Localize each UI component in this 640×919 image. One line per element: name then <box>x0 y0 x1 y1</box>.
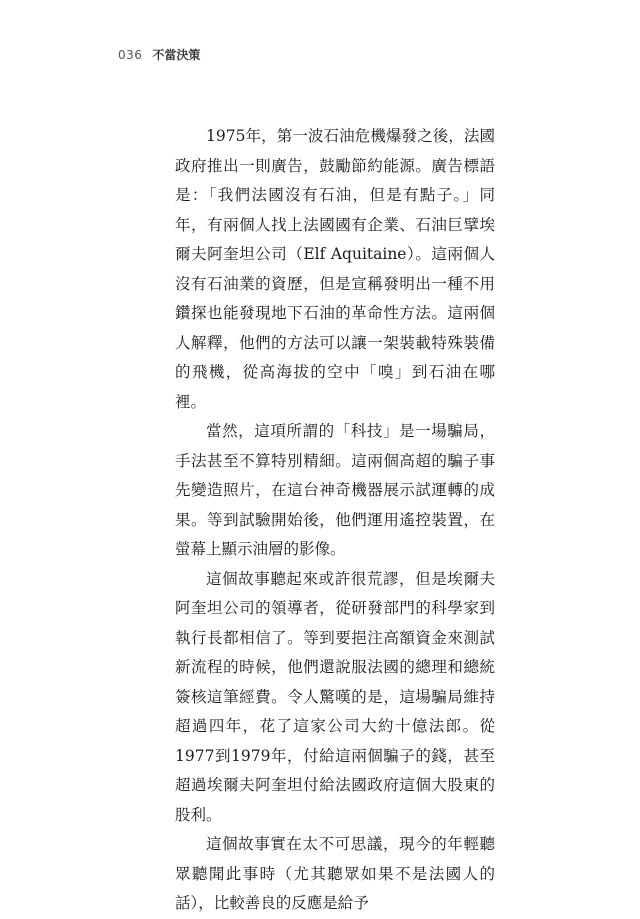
paragraph: 當然，這項所謂的「科技」是一場騙局，手法甚至不算特別精細。這兩個高超的騙子事先變造照片，在這台神奇機器展示試運轉的成果。等到試驗開始後，他們運用遙控裝置，在螢幕上顯示油層的影像。 <box>175 422 495 558</box>
body-text <box>175 122 495 919</box>
paragraph: 1975年，第一波石油危機爆發之後，法國政府推出一則廣告，鼓勵節約能源。廣告標語是：「我們法國沒有石油，但是有點子。」同年，有兩個人找上法國國有企業、石油巨擘埃爾夫阿奎坦公司（Elf Aquitaine）。這兩個人沒有石油業的資歷，但是宣稱發明出一種不用鑽探也能發現地下石油的革命性方法。這兩個人解釋，他們的方法可以讓一架裝載特殊裝備的飛機，從高海拔的空中「嗅」到石油在哪裡。 <box>175 127 495 411</box>
running-header <box>118 46 200 63</box>
paragraph: 這個故事聽起來或許很荒謬，但是埃爾夫阿奎坦公司的領導者，從研發部門的科學家到執行長都相信了。等到要挹注高額資金來測試新流程的時候，他們還說服法國的總理和總統簽核這筆經費。令人驚嘆的是，這場騙局維持超過四年，花了這家公司大約十億法郎。從1977到1979年，付給這兩個騙子的錢，甚至超過埃爾夫阿奎坦付給法國政府這個大股東的股利。 <box>175 569 495 824</box>
paragraph: 這個故事實在太不可思議，現今的年輕聽眾聽聞此事時（尤其聽眾如果不是法國人的話），比較善良的反應是給予 <box>175 835 495 912</box>
page-number: 036 <box>118 48 143 62</box>
running-title: 不當決策 <box>152 48 201 62</box>
